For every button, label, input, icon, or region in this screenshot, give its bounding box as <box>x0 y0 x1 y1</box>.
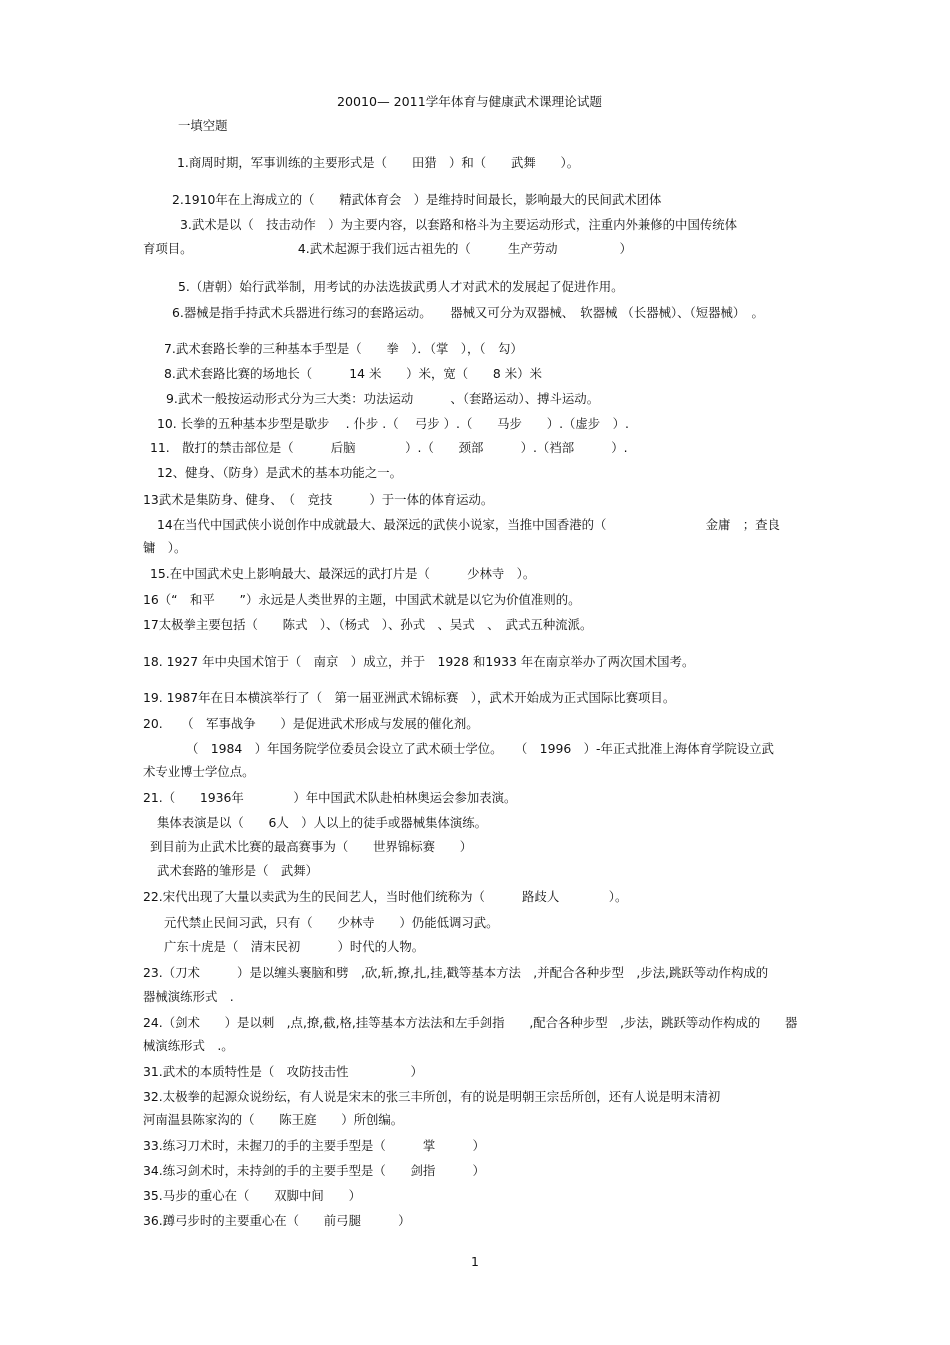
question-line: 育项目。 4.武术起源于我们远古祖先的（ 生产劳动 ） <box>143 241 632 256</box>
question-line: 集体表演是以（ 6人 ）人以上的徒手或器械集体演练。 <box>157 815 488 830</box>
question-line: 7.武术套路长拳的三种基本手型是（ 拳 ）．（掌 ），（ 勾） <box>164 341 523 356</box>
question-line: 镛 ）。 <box>143 540 187 555</box>
question-line: 31.武术的本质特性是（ 攻防技击性 ） <box>143 1064 423 1079</box>
question-line: 器械演练形式 . <box>143 989 234 1004</box>
section-heading: 一填空题 <box>178 118 228 133</box>
document-title: 20010— 2011学年体育与健康武术课理论试题 <box>337 94 603 109</box>
question-line: 6.器械是指手持武术兵器进行练习的套路运动。 器械又可分为双器械、 软器械 （长器械）、（短器械） 。 <box>172 305 764 320</box>
page-number: 1 <box>471 1254 479 1269</box>
question-line: 21.（ 1936年 ）年中国武术队赴柏林奥运会参加表演。 <box>143 790 517 805</box>
question-line: 元代禁止民间习武，只有（ 少林寺 ）仍能低调习武。 <box>164 915 499 930</box>
question-line: 8.武术套路比赛的场地长（ 14 米 ）米，宽（ 8 米）米 <box>164 366 542 381</box>
question-line: 33.练习刀术时，未握刀的手的主要手型是（ 掌 ） <box>143 1138 485 1153</box>
question-line: 35.马步的重心在（ 双脚中间 ） <box>143 1188 361 1203</box>
question-line: 9.武术一般按运动形式分为三大类：功法运动 、（套路运动）、搏斗运动。 <box>166 391 600 406</box>
question-line: 24.（剑术 ）是以刺 ,点,撩,截,格,挂等基本方法法和左手剑指 ,配合各种步型 ,步法，跳跃等动作构成的 器 <box>143 1015 798 1030</box>
question-line: 34.练习剑术时，未持剑的手的主要手型是（ 剑指 ） <box>143 1163 485 1178</box>
question-line: 广东十虎是（ 清末民初 ）时代的人物。 <box>164 939 425 954</box>
question-line: 武术套路的雏形是（ 武舞） <box>157 863 319 878</box>
question-line: 15.在中国武术史上影响最大、最深远的武打片是（ 少林寺 ）。 <box>150 566 536 581</box>
question-line: 河南温县陈家沟的（ 陈王庭 ）所创编。 <box>143 1112 404 1127</box>
question-line: 20. （ 军事战争 ）是促进武术形成与发展的催化剂。 <box>143 716 479 731</box>
question-line: 17太极拳主要包括（ 陈式 ）、（杨式 ）、孙式 、吴式 、 武式五种流派。 <box>143 617 593 632</box>
question-line: 到目前为止武术比赛的最高赛事为（ 世界锦标赛 ） <box>150 839 473 854</box>
question-line: 18. 1927 年中央国术馆于（ 南京 ）成立，并于 1928 和1933 年在南京举办了两次国术国考。 <box>143 654 695 669</box>
question-line: 械演练形式 .。 <box>143 1038 234 1053</box>
question-line: 22.宋代出现了大量以卖武为生的民间艺人，当时他们统称为（ 路歧人 ）。 <box>143 889 628 904</box>
question-line: 术专业博士学位点。 <box>143 764 255 779</box>
question-line: 3.武术是以（ 技击动作 ）为主要内容，以套路和格斗为主要运动形式，注重内外兼修的中国传统体 <box>180 217 738 232</box>
question-line: 10. 长拳的五种基本步型是歇步 . 仆步 .（ 弓步 ）.（ 马步 ）.（虚步 ）. <box>157 416 629 431</box>
question-line: 11. 散打的禁击部位是（ 后脑 ）.（ 颈部 ）.（裆部 ）. <box>150 440 628 455</box>
question-line: 14在当代中国武侠小说创作中成就最大、最深远的武侠小说家，当推中国香港的（ 金庸 ；查良 <box>157 517 780 532</box>
question-line: 2.1910年在上海成立的（ 精武体育会 ）是维持时间最长，影响最大的民间武术团体 <box>172 192 662 207</box>
question-line: 36.蹲弓步时的主要重心在（ 前弓腿 ） <box>143 1213 411 1228</box>
question-line: 1.商周时期，军事训练的主要形式是（ 田猎 ）和（ 武舞 ）。 <box>177 155 580 170</box>
question-line: 12、健身、（防身）是武术的基本功能之一。 <box>157 465 402 480</box>
question-line: 19. 1987年在日本横滨举行了（ 第一届亚洲武术锦标赛 ），武术开始成为正式国际比赛项目。 <box>143 690 676 705</box>
question-line: 32.太极拳的起源众说纷纭，有人说是宋末的张三丰所创，有的说是明朝王宗岳所创，还有人说是明末清初 <box>143 1089 721 1104</box>
question-line: 5.（唐朝）始行武举制，用考试的办法选拔武勇人才对武术的发展起了促进作用。 <box>178 279 624 294</box>
question-line: 16（“ 和平 ”）永远是人类世界的主题，中国武术就是以它为价值准则的。 <box>143 592 581 607</box>
question-line: 23.（刀术 ）是以缠头裹脑和劈 ,砍,斩,撩,扎,挂,戳等基本方法 ,并配合各种步型 ,步法,跳跃等动作构成的 <box>143 965 769 980</box>
question-line: 13武术是集防身、健身、 （ 竞技 ）于一体的体育运动。 <box>143 492 494 507</box>
question-line: （ 1984 ）年国务院学位委员会设立了武术硕士学位。 （ 1996 ）-年正式批准上海体育学院设立武 <box>186 741 774 756</box>
